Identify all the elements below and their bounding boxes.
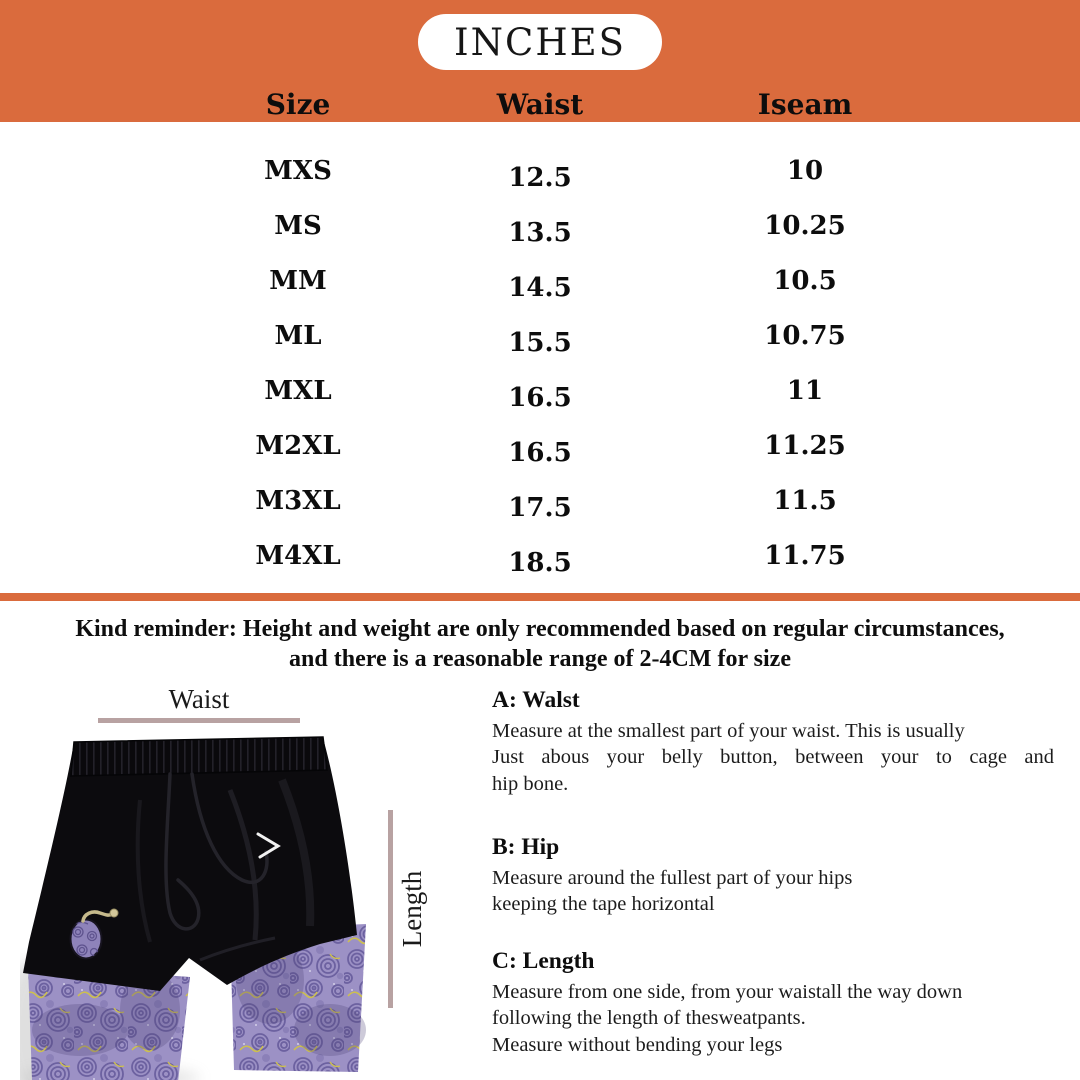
iseam-cell: 11.25 xyxy=(764,430,846,461)
table-row xyxy=(0,308,1080,363)
shorts-product-image xyxy=(20,730,380,1080)
iseam-cell: 10.75 xyxy=(764,320,846,351)
size-cell: MS xyxy=(274,210,322,241)
instruction-line: Measure at the smallest part of your waist. This is usually xyxy=(492,720,965,742)
size-cell: M4XL xyxy=(255,540,341,571)
instruction-length xyxy=(492,947,1054,1058)
unit-badge-label: INCHES xyxy=(454,20,626,64)
table-row xyxy=(0,473,1080,528)
instruction-length-heading: C: Length xyxy=(492,948,595,974)
kind-reminder-line1: Kind reminder: Height and weight are only recommended based on regular circumstances, xyxy=(75,616,1005,642)
table-row xyxy=(0,198,1080,253)
instruction-hip-heading: B: Hip xyxy=(492,834,560,860)
size-cell: M3XL xyxy=(255,485,341,516)
unit-badge xyxy=(418,14,662,70)
table-row xyxy=(0,528,1080,583)
iseam-cell: 11.5 xyxy=(773,485,837,516)
instruction-line: following the length of thesweatpants. xyxy=(492,1007,806,1030)
instruction-waist xyxy=(492,686,1054,797)
waist-cell: 16.5 xyxy=(508,382,572,413)
kind-reminder-line2: and there is a reasonable range of 2-4CM for size xyxy=(289,646,791,672)
waist-cell: 13.5 xyxy=(508,217,572,248)
waist-cell: 14.5 xyxy=(508,272,572,303)
waist-cell: 17.5 xyxy=(508,492,572,523)
table-row xyxy=(0,363,1080,418)
table-row xyxy=(0,418,1080,473)
iseam-cell: 10.5 xyxy=(773,265,837,296)
waist-cell: 12.5 xyxy=(508,162,572,193)
instruction-line: hip bone. xyxy=(492,772,569,795)
column-header-size: Size xyxy=(265,88,331,121)
length-measure-label: Length xyxy=(397,870,427,948)
header-band xyxy=(0,0,1080,122)
size-cell: MXL xyxy=(264,375,332,406)
column-header-iseam: Iseam xyxy=(757,88,853,121)
instruction-line: Measure without bending your legs xyxy=(492,1033,783,1056)
column-header-waist: Waist xyxy=(496,88,584,121)
table-row xyxy=(0,143,1080,198)
measuring-instructions xyxy=(492,686,1054,1066)
size-cell: M2XL xyxy=(255,430,341,461)
size-cell: MM xyxy=(269,265,327,296)
table-row xyxy=(0,253,1080,308)
size-cell: MXS xyxy=(264,155,332,186)
instruction-line: Measure from one side, from your waistall the way down xyxy=(492,981,963,1003)
iseam-cell: 10.25 xyxy=(764,210,846,241)
size-cell: ML xyxy=(274,320,322,351)
kind-reminder xyxy=(0,614,1080,674)
iseam-cell: 11.75 xyxy=(764,540,846,571)
waist-cell: 18.5 xyxy=(508,547,572,578)
waistband xyxy=(71,737,327,776)
instruction-line: Measure around the fullest part of your hips xyxy=(492,867,853,889)
size-table xyxy=(0,143,1080,583)
instruction-hip xyxy=(492,833,1054,918)
waist-measure-label: Waist xyxy=(168,684,230,714)
iseam-cell: 11 xyxy=(786,375,824,406)
instruction-line: keeping the tape horizontal xyxy=(492,893,715,916)
waist-cell: 16.5 xyxy=(508,437,572,468)
orange-divider xyxy=(0,593,1080,601)
instruction-waist-heading: A: Walst xyxy=(492,687,580,713)
waist-cell: 15.5 xyxy=(508,327,572,358)
length-measure-line xyxy=(388,810,393,1008)
iseam-cell: 10 xyxy=(786,155,824,186)
instruction-line: Just abous your belly button, between your to cage and xyxy=(492,746,1054,769)
waist-measure-line xyxy=(98,718,300,723)
